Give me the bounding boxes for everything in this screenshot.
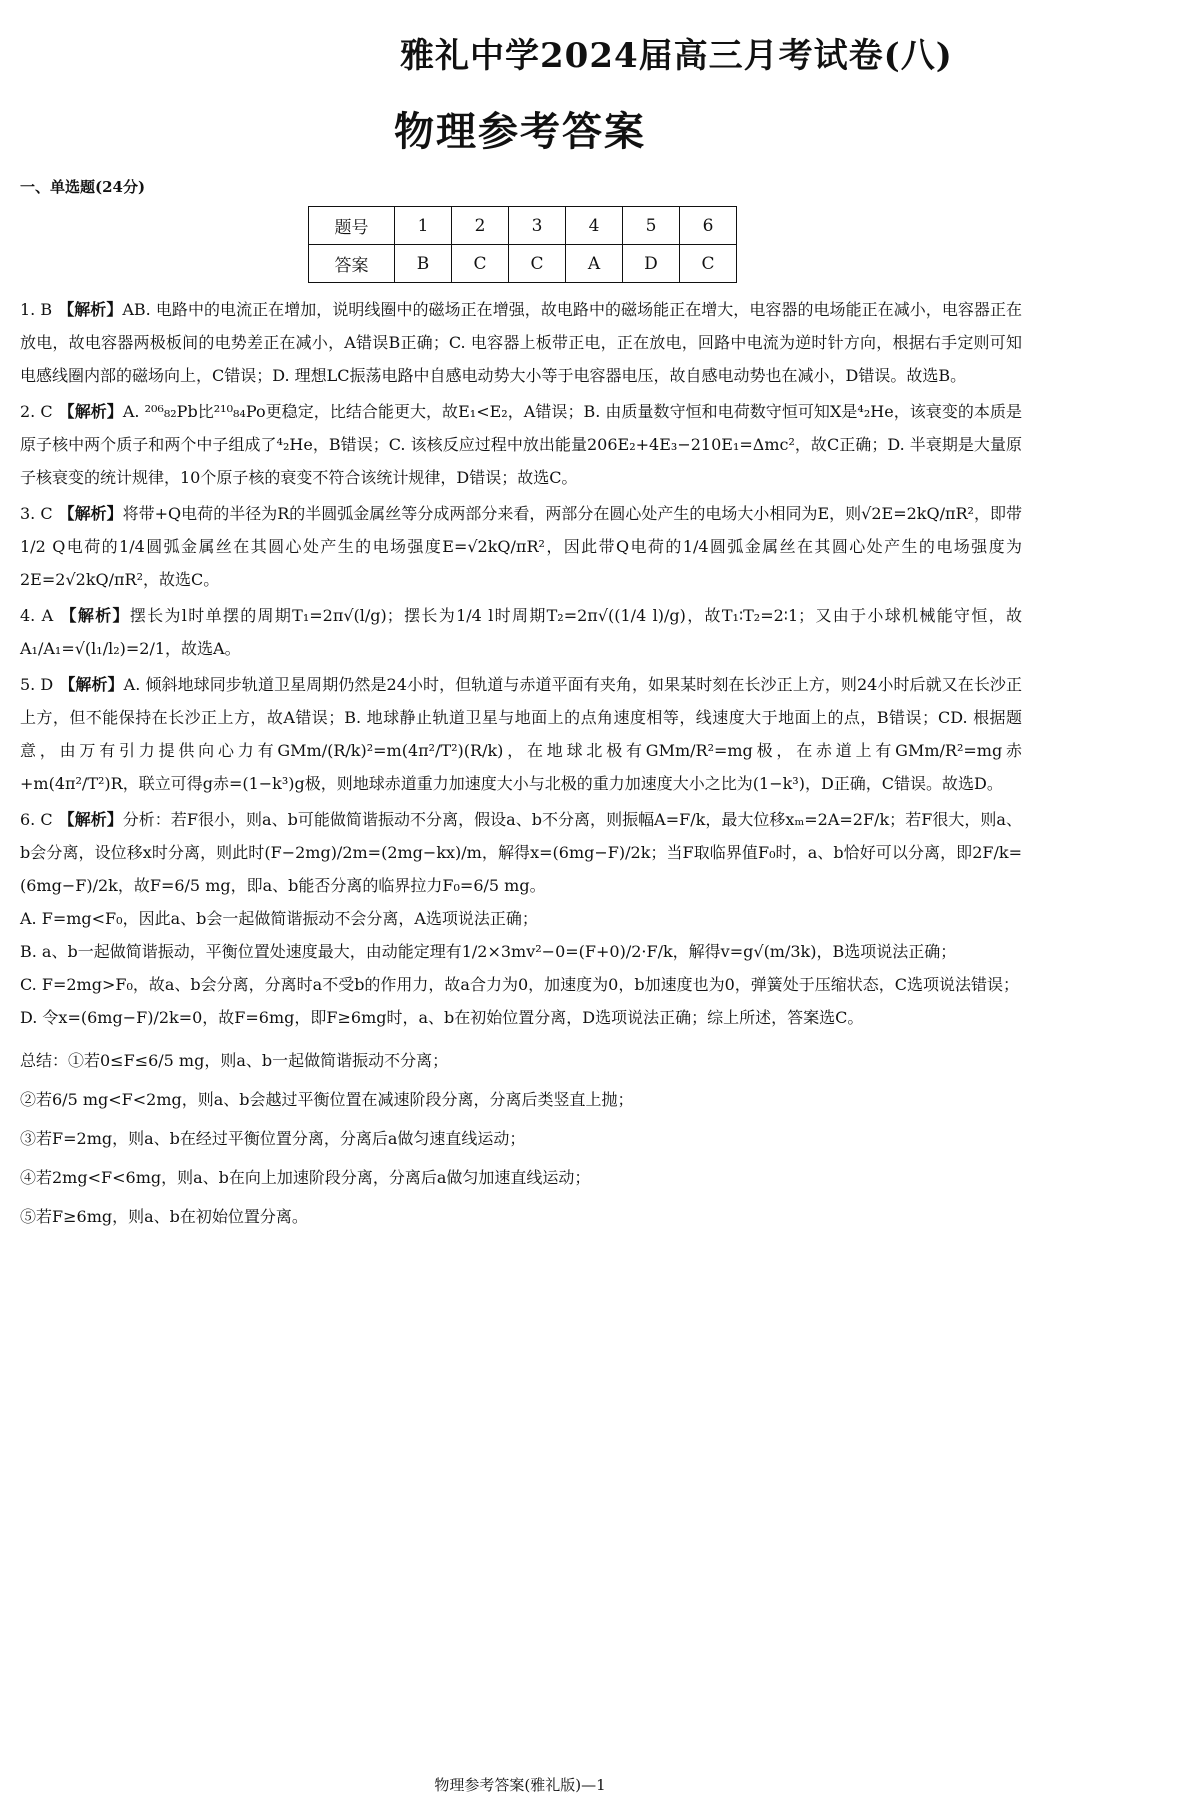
analysis-tag: 【解析】 [58, 504, 123, 523]
analysis-tag: 【解析】 [58, 300, 123, 319]
item-number: 6. C [20, 810, 53, 829]
item-text: AB. 电路中的电流正在增加，说明线圈中的磁场正在增强，故电路中的磁场能正在增大，电容器的电场能正在减小，电容器正在放电，故电容器两极板间的电势差正在减小，A错误B正确；C. 电容器上板带正电，正在放电，回路中电流为逆时针方向，根据右手定则可知电感线圈内部的磁场向上，C错误；D. 理想LC振荡电路中自感电动势大小等于电容器电压，故自感电动势也在减小，D错误。故选B。 [20, 300, 1022, 385]
summary-line: 总结：①若0≤F≤6/5 mg，则a、b一起做简谐振动不分离； [20, 1051, 449, 1070]
summary-line: ⑤若F≥6mg，则a、b在初始位置分离。 [20, 1207, 308, 1226]
table-cell-answer: B [395, 245, 452, 283]
analysis-tag: 【解析】 [59, 675, 124, 694]
table-header-answer: 答案 [309, 245, 395, 283]
analysis-tag: 【解析】 [59, 606, 130, 625]
table-cell-number: 2 [452, 207, 509, 245]
summary-line: ②若6/5 mg<F<2mg，则a、b会越过平衡位置在减速阶段分离，分离后类竖直上抛； [20, 1090, 634, 1109]
table-cell-answer: C [680, 245, 737, 283]
analysis-item-3 [20, 497, 1022, 596]
summary-line: ③若F=2mg，则a、b在经过平衡位置分离，分离后a做匀速直线运动； [20, 1129, 526, 1148]
summary [20, 1044, 1022, 1233]
table-cell-number: 5 [623, 207, 680, 245]
table-cell-number: 1 [395, 207, 452, 245]
table-cell-answer: A [566, 245, 623, 283]
analysis-tag: 【解析】 [58, 402, 123, 421]
school-title: 雅礼中学2024届高三月考试卷(八) [400, 36, 953, 76]
option-b-analysis: B. a、b一起做简谐振动，平衡位置处速度最大，由动能定理有1/2×3mv²−0=(F+0)/2·F/k，解得v=g√(m/3k)，B选项说法正确； [20, 942, 957, 961]
table-cell-answer: C [452, 245, 509, 283]
item-number: 4. A [20, 606, 54, 625]
item-text: A. ²⁰⁶₈₂Pb比²¹⁰₈₄Po更稳定，比结合能更大，故E₁<E₂，A错误；B. 由质量数守恒和电荷数守恒可知X是⁴₂He，该衰变的本质是原子核中两个质子和两个中子组成了⁴₂He，B错误；C. 该核反应过程中放出能量206E₂+4E₃−210E₁=Δmc²，故C正确；D. 半衰期是大量原子核衰变的统计规律，10个原子核的衰变不符合该统计规律，D错误；故选C。 [20, 402, 1022, 487]
item-text: 摆长为l时单摆的周期T₁=2π√(l/g)；摆长为1/4 l时周期T₂=2π√((1/4 l)/g)，故T₁∶T₂=2∶1；又由于小球机械能守恒，故A₁/A₁=√(l₁/l₂)=2/1，故选A。 [20, 606, 1022, 658]
table-row-numbers [309, 207, 737, 245]
table-cell-answer: C [509, 245, 566, 283]
item-text: 分析：若F很小，则a、b可能做简谐振动不分离，假设a、b不分离，则振幅A=F/k，最大位移xₘ=2A=2F/k；若F很大，则a、b会分离，设位移x时分离，则此时(F−2mg)/2m=(2mg−kx)/m，解得x=(6mg−F)/2k；当F取临界值F₀时，a、b恰好可以分离，即2F/k=(6mg−F)/2k，故F=6/5 mg，即a、b能否分离的临界拉力F₀=6/5 mg。 [20, 810, 1022, 895]
item-text: 将带+Q电荷的半径为R的半圆弧金属丝等分成两部分来看，两部分在圆心处产生的电场大小相同为E，则√2E=2kQ/πR²，即带1/2 Q电荷的1/4圆弧金属丝在其圆心处产生的电场强度E=√2kQ/πR²，因此带Q电荷的1/4圆弧金属丝在其圆心处产生的电场强度为2E=2√2kQ/πR²，故选C。 [20, 504, 1022, 589]
item-number: 2. C [20, 402, 53, 421]
analysis-item-1 [20, 293, 1022, 392]
analysis-item-6 [20, 803, 1022, 1034]
item-text: A. 倾斜地球同步轨道卫星周期仍然是24小时，但轨道与赤道平面有夹角，如果某时刻在长沙正上方，则24小时后就又在长沙正上方，但不能保持在长沙正上方，故A错误；B. 地球静止轨道卫星与地面上的点角速度相等，线速度大于地面上的点，B错误；CD. 根据题意，由万有引力提供向心力有GMm/(R/k)²=m(4π²/T²)(R/k)，在地球北极有GMm/R²=mg极，在赤道上有GMm/R²=mg赤+m(4π²/T²)R，联立可得g赤=(1−k³)g极，则地球赤道重力加速度大小与北极的重力加速度大小之比为(1−k³)，D正确，C错误。故选D。 [20, 675, 1022, 793]
item-number: 1. B [20, 300, 53, 319]
table-cell-answer: D [623, 245, 680, 283]
doc-title: 物理参考答案 [394, 108, 646, 155]
page-footer: 物理参考答案(雅礼版)—1 [434, 1776, 606, 1794]
table-cell-number: 3 [509, 207, 566, 245]
table-cell-number: 4 [566, 207, 623, 245]
section-title: 一、单选题(24分) [20, 178, 146, 196]
summary-line: ④若2mg<F<6mg，则a、b在向上加速阶段分离，分离后a做匀加速直线运动； [20, 1168, 591, 1187]
option-a-analysis: A. F=mg<F₀，因此a、b会一起做简谐振动不会分离，A选项说法正确； [20, 909, 538, 928]
analysis-content [20, 293, 1022, 1239]
option-c-analysis: C. F=2mg>F₀，故a、b会分离，分离时a不受b的作用力，故a合力为0，加速度为0，b加速度也为0，弹簧处于压缩状态，C选项说法错误； [20, 975, 1019, 994]
analysis-tag: 【解析】 [58, 810, 123, 829]
analysis-item-2 [20, 395, 1022, 494]
table-row-answers [309, 245, 737, 283]
analysis-item-5 [20, 668, 1022, 800]
item-number: 5. D [20, 675, 54, 694]
item-number: 3. C [20, 504, 53, 523]
table-cell-number: 6 [680, 207, 737, 245]
analysis-item-4 [20, 599, 1022, 665]
table-header-number: 题号 [309, 207, 395, 245]
answer-table [308, 206, 737, 283]
option-d-analysis: D. 令x=(6mg−F)/2k=0，故F=6mg，即F≥6mg时，a、b在初始位置分离，D选项说法正确；综上所述，答案选C。 [20, 1008, 864, 1027]
